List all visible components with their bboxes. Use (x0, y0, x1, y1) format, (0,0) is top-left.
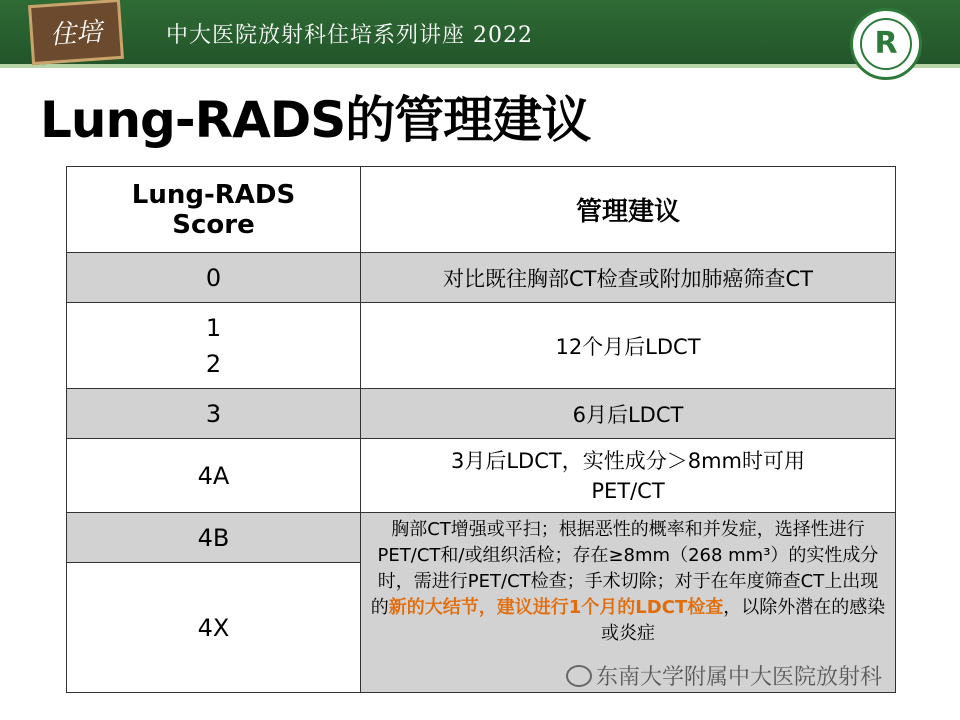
table-row (67, 439, 896, 513)
table-row (67, 253, 896, 303)
score-header-line2: Score (172, 209, 255, 240)
training-badge (28, 0, 124, 65)
recommendation-header: 管理建议 (361, 167, 896, 253)
recommendation-line: PET/CT (591, 478, 665, 503)
score-cell: 4B (67, 513, 361, 563)
score-value: 2 (205, 349, 222, 378)
score-value: 1 (205, 313, 222, 342)
hospital-logo (850, 8, 922, 80)
header-divider (0, 64, 960, 68)
score-cell: 4A (67, 439, 361, 513)
recommendation-cell: 对比既往胸部CT检查或附加肺癌筛查CT (361, 253, 896, 303)
watermark (566, 660, 882, 691)
logo-letter: R (860, 18, 912, 70)
score-header-line1: Lung-RADS (131, 179, 296, 210)
management-table (66, 166, 896, 693)
table-row (67, 303, 896, 389)
score-cell (67, 303, 361, 389)
table-row (67, 513, 896, 563)
recommendation-line: 3月后LDCT，实性成分＞8mm时可用 (451, 448, 805, 473)
recommendation-cell: 12个月后LDCT (361, 303, 896, 389)
score-header (67, 167, 361, 253)
score-cell: 4X (67, 563, 361, 693)
lecture-series-title: 中大医院放射科住培系列讲座 2022 (166, 23, 533, 48)
recommendation-text-end: ，以除外潜在的感染或炎症 (601, 597, 886, 644)
highlighted-recommendation: 新的大结节，建议进行1个月的LDCT检查 (388, 597, 724, 618)
recommendation-text: 胸部CT增强或平扫；根据恶性的概率和并发症，选择性进行PET/CT和/或组织活检；存在≥8mm（268 mm³）的实性成分时，需进行PET/CT检查；手术切除；对于在年度筛查CT上出现的 (370, 519, 879, 618)
table-row (67, 389, 896, 439)
score-cell: 0 (67, 253, 361, 303)
slide-title: Lung-RADS的管理建议 (40, 91, 591, 149)
recommendation-cell: 6月后LDCT (361, 389, 896, 439)
score-cell: 3 (67, 389, 361, 439)
watermark-text: 东南大学附属中大医院放射科 (596, 665, 883, 690)
recommendation-cell (361, 439, 896, 513)
wechat-icon (566, 665, 592, 687)
table-header-row (67, 167, 896, 253)
badge-text: 住培 (49, 17, 104, 51)
